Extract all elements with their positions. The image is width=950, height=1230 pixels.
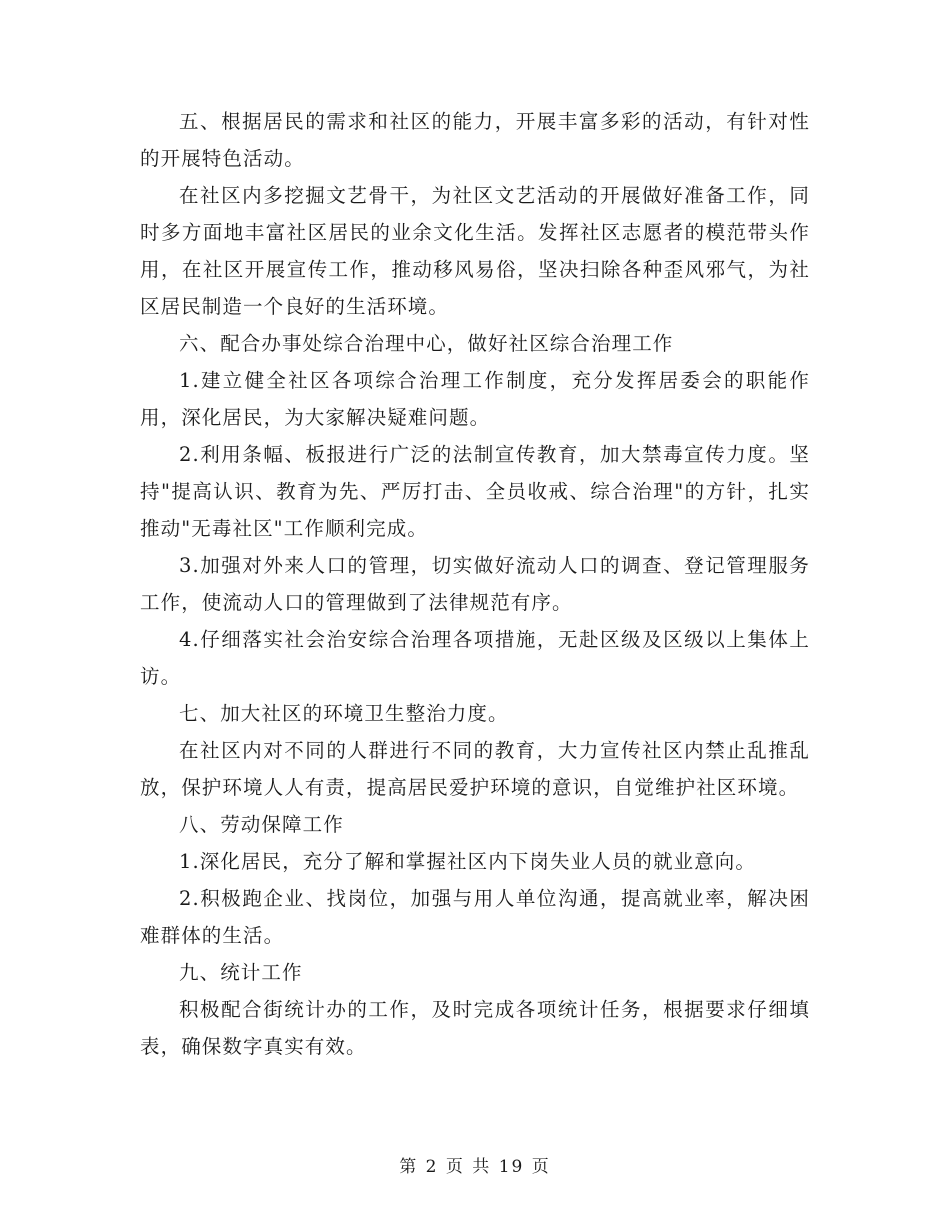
footer-total-pages: 19: [498, 1157, 525, 1177]
section-eight-heading: 八、劳动保障工作: [179, 813, 344, 836]
list-item-8-2: 2.积极跑企业、找岗位，加强与用人单位沟通，提高就业率，解决困难群体的生活。: [140, 887, 810, 947]
list-item-6-1: 1.建立健全社区各项综合治理工作制度，充分发挥居委会的职能作用，深化居民，为大家解决疑难问题。: [140, 369, 810, 429]
footer-prefix: 第: [399, 1157, 419, 1177]
section-five-heading: 五、根据居民的需求和社区的能力，开展丰富多彩的活动，有针对性的开展特色活动。: [140, 110, 810, 170]
document-body: [140, 103, 810, 1065]
paragraph-statistics: 积极配合街统计办的工作，及时完成各项统计任务，根据要求仔细填表，确保数字真实有效。: [140, 998, 810, 1058]
list-item-6-2: 2.利用条幅、板报进行广泛的法制宣传教育，加大禁毒宣传力度。坚持"提高认识、教育为先、严厉打击、全员收戒、综合治理"的方针，扎实推动"无毒社区"工作顺利完成。: [140, 443, 810, 540]
list-item-6-3: 3.加强对外来人口的管理，切实做好流动人口的调查、登记管理服务工作，使流动人口的管理做到了法律规范有序。: [140, 554, 810, 614]
list-item-6-4: 4.仔细落实社会治安综合治理各项措施，无赴区级及区级以上集体上访。: [140, 628, 810, 688]
page-footer: [0, 1152, 950, 1177]
footer-middle: 页 共: [445, 1157, 492, 1177]
paragraph-culture-activities: 在社区内多挖掘文艺骨干，为社区文艺活动的开展做好准备工作，同时多方面地丰富社区居民的业余文化生活。发挥社区志愿者的模范带头作用，在社区开展宣传工作，推动移风易俗，坚决扫除各种歪风邪气，为社区居民制造一个良好的生活环境。: [140, 184, 810, 318]
section-six-heading: 六、配合办事处综合治理中心，做好社区综合治理工作: [179, 332, 674, 355]
list-item-8-1: 1.深化居民，充分了解和掌握社区内下岗失业人员的就业意向。: [179, 850, 757, 873]
section-seven-heading: 七、加大社区的环境卫生整治力度。: [179, 702, 509, 725]
paragraph-environment: 在社区内对不同的人群进行不同的教育，大力宣传社区内禁止乱推乱放，保护环境人人有责，提高居民爱护环境的意识，自觉维护社区环境。: [140, 739, 810, 799]
footer-suffix: 页: [531, 1157, 551, 1177]
section-nine-heading: 九、统计工作: [179, 961, 303, 984]
footer-current-page: 2: [425, 1157, 439, 1177]
